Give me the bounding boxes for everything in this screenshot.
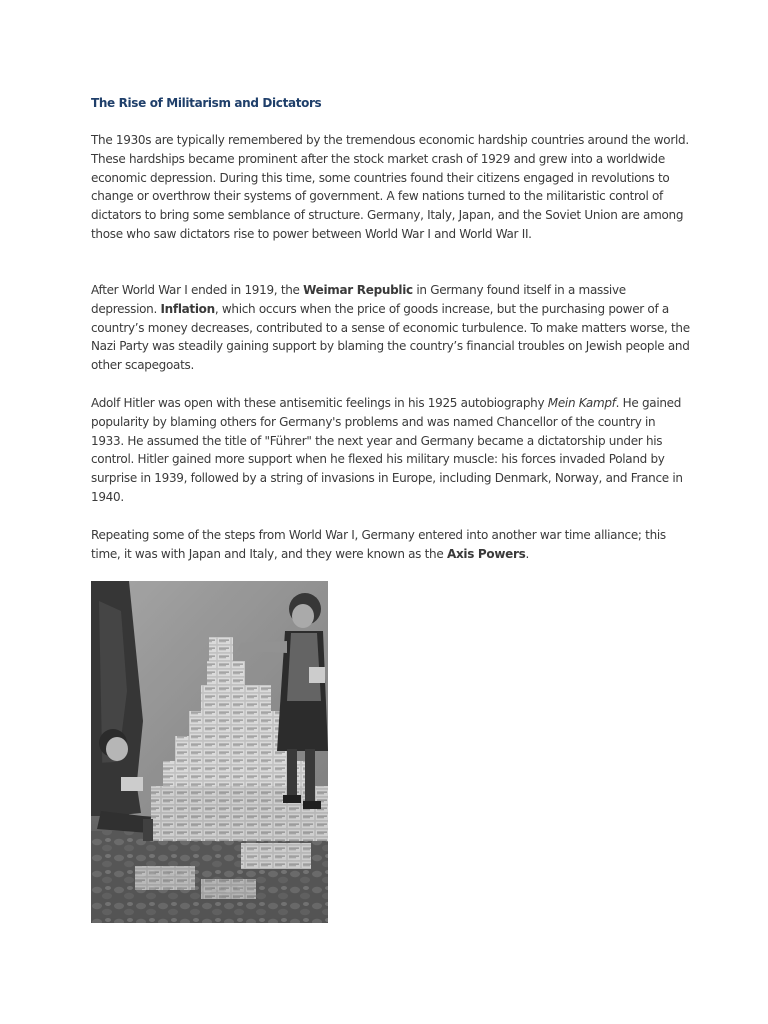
term-weimar-republic: Weimar Republic <box>303 283 413 297</box>
paragraph-axis <box>91 526 691 564</box>
paragraph-text: Repeating some of the steps from World War I, Germany entered into another war time alliance; this time, it was with Japan and Italy, and they were known as the <box>91 528 666 561</box>
historical-photo <box>91 581 328 923</box>
paragraph-hitler <box>91 394 691 507</box>
term-inflation: Inflation <box>160 301 215 316</box>
paragraph-text: After World War I ended in 1919, the <box>91 283 304 297</box>
document-title: The Rise of Militarism and Dictators <box>91 96 322 110</box>
paragraph-text: in Germany found itself in a massive depression. <box>91 283 626 316</box>
banknote-stack-photo-icon <box>91 581 328 923</box>
paragraph-text: , which occurs when the price of goods increase, but the purchasing power of a country’s money decreases, contributed to a sense of economic turbulence. To make matters worse, the Nazi Party was steadily gaining support by blaming the country’s financial troubles on Jewish people and other scapegoats. <box>91 301 690 373</box>
paragraph-text: Adolf Hitler was open with these antisemitic feelings in his 1925 autobiography <box>91 396 548 410</box>
paragraph-weimar <box>91 281 691 375</box>
book-title-mein-kampf: Mein Kampf <box>547 396 616 410</box>
term-axis-powers: Axis Powers <box>446 546 526 561</box>
paragraph-text: . <box>525 546 529 561</box>
paragraph-text: . He gained popularity by blaming others for Germany's problems and was named Chancellor of the country in 1933. He assumed the title of "Führer" the next year and Germany became a dictatorship under his control. Hitler gained more support when he flexed his military muscle: his forces invaded Poland by surprise in 1939, followed by a string of invasions in Europe, including Denmark, Norway, and France in 1940. <box>91 396 683 504</box>
paragraph-text: The 1930s are typically remembered by the tremendous economic hardship countries around the world. These hardships became prominent after the stock market crash of 1929 and grew into a worldwide economic depression. During this time, some countries found their citizens engaged in revolutions to change or overthrow their systems of government. A few nations turned to the militaristic control of dictators to bring some semblance of structure. Germany, Italy, Japan, and the Soviet Union are among those who saw dictators rise to power between World War I and World War II. <box>91 133 689 241</box>
paragraph-depression <box>91 131 691 244</box>
